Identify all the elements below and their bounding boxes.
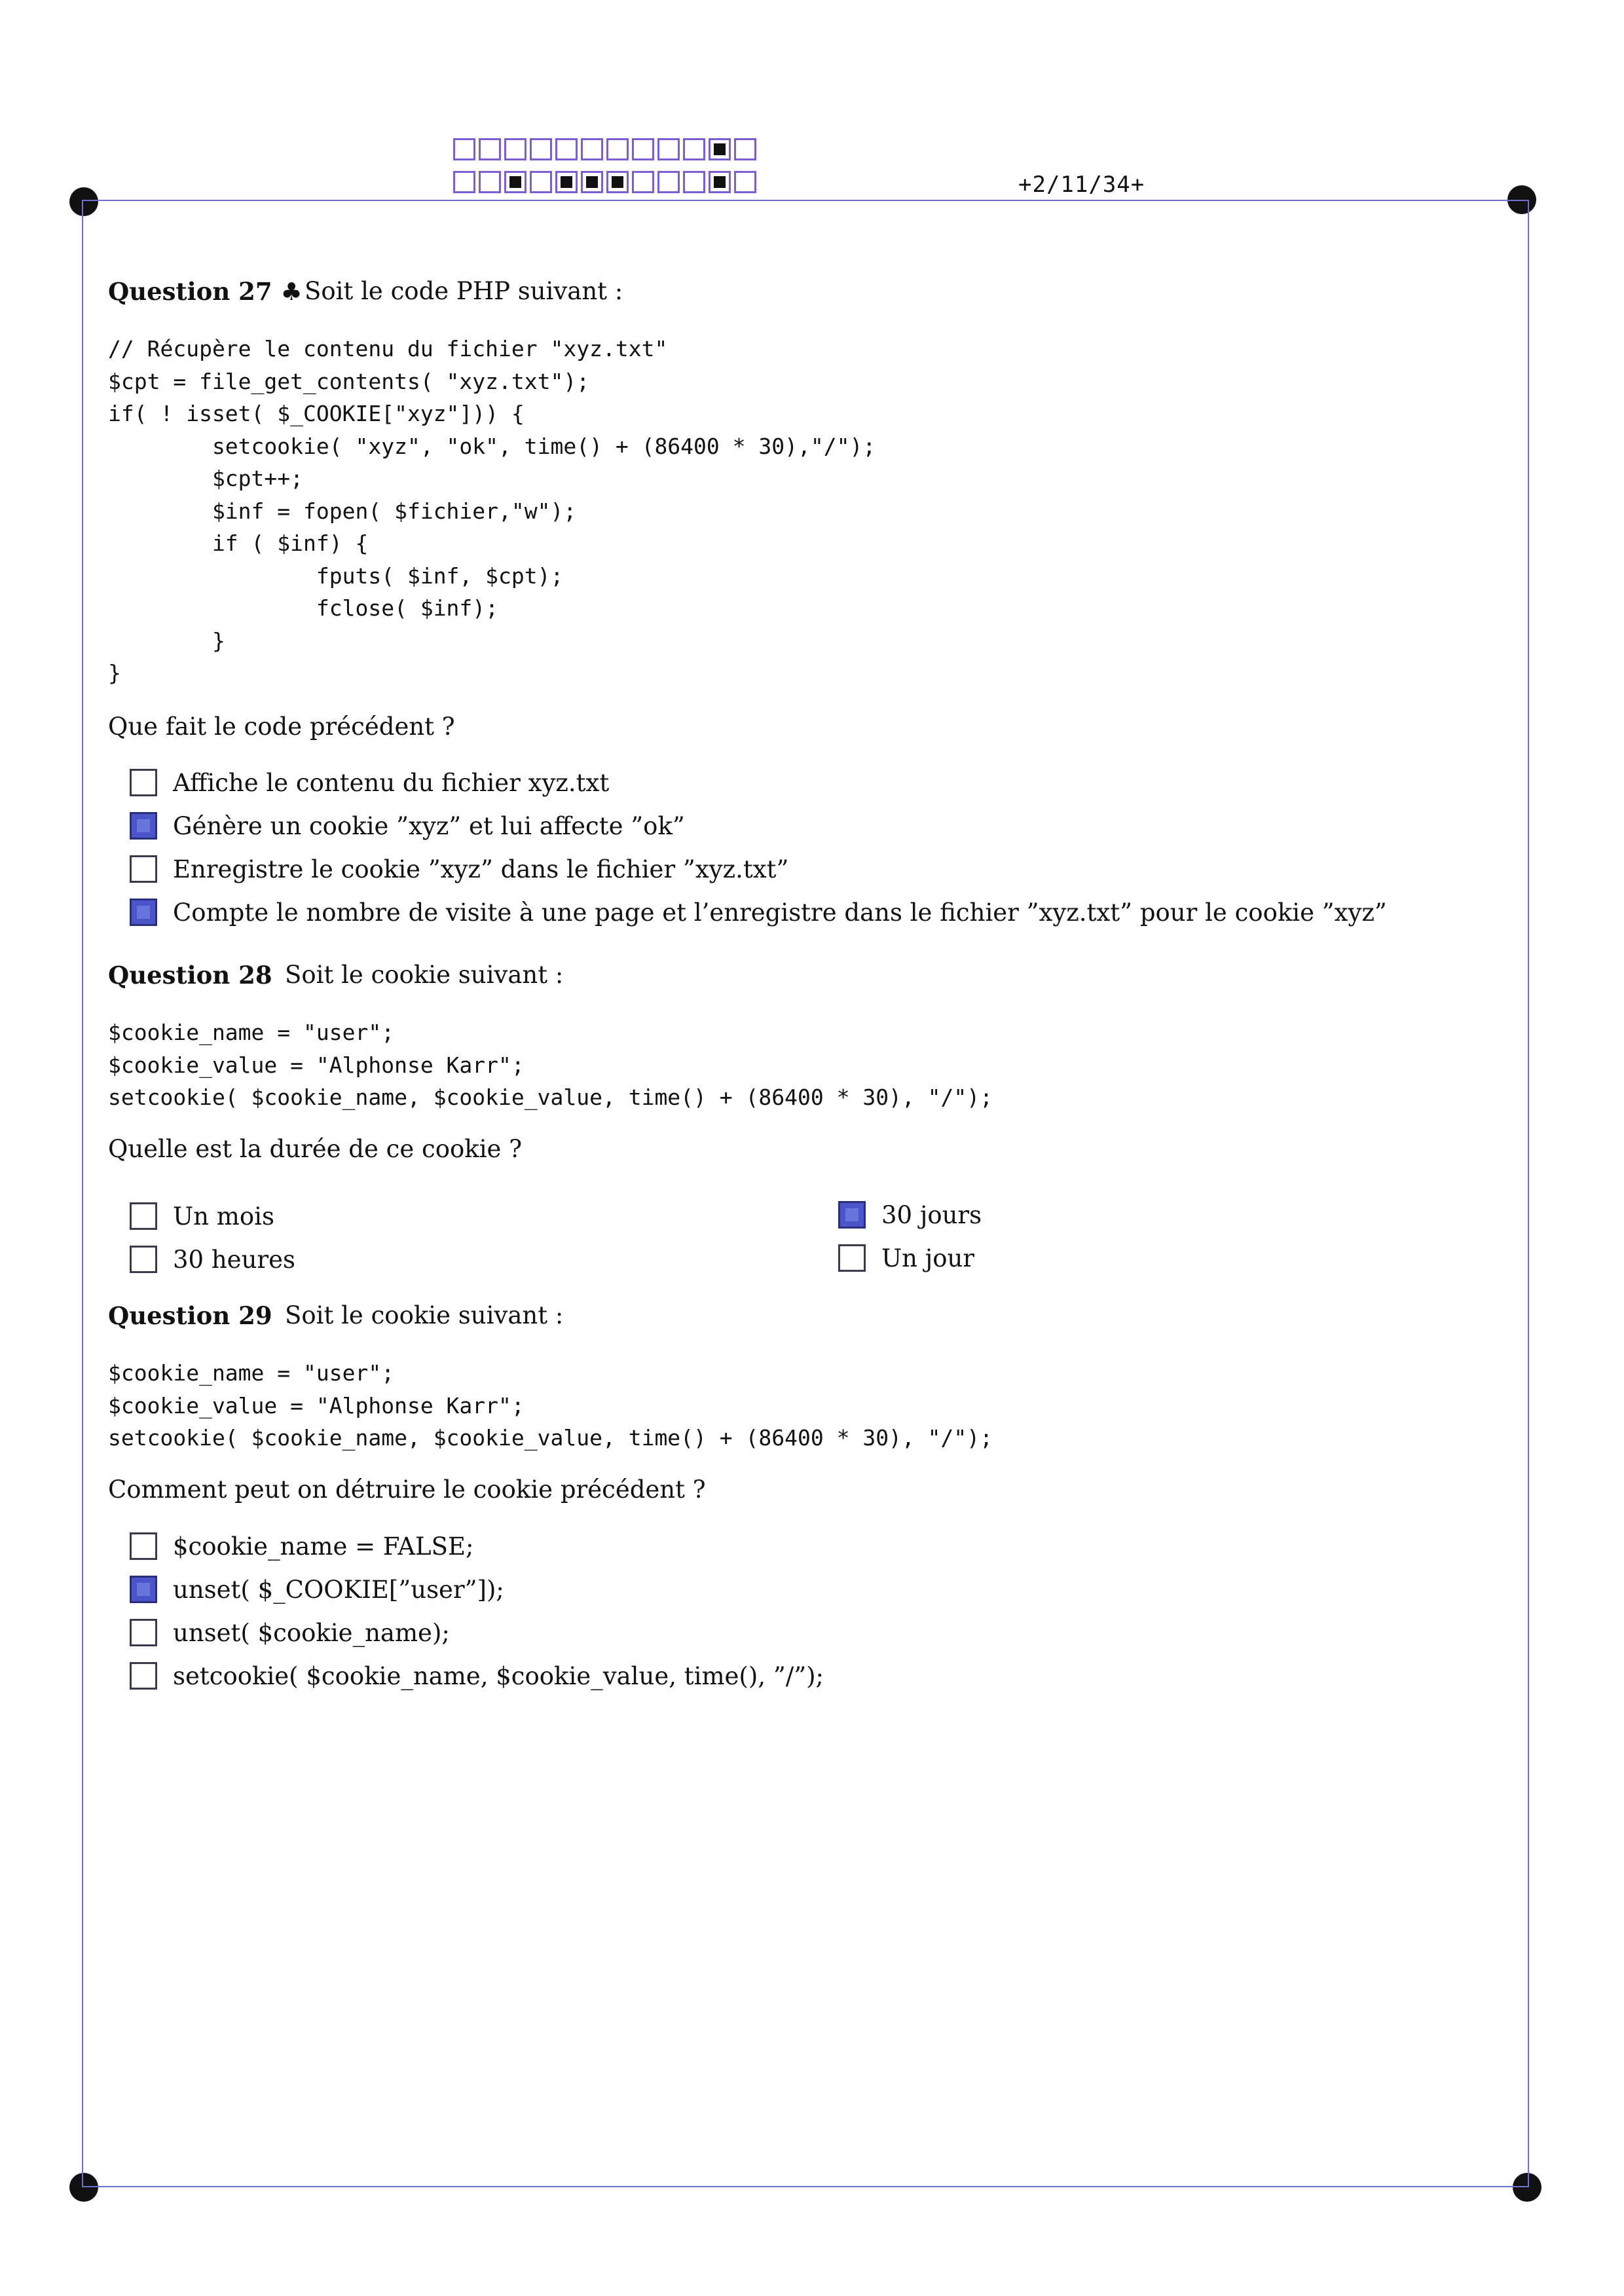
answer-text: unset( $_COOKIE[”user”]);: [173, 1575, 504, 1604]
code-block-29: $cookie_name = "user"; $cookie_value = "Alphonse Karr"; setcookie( $cookie_name, $cookie_value, time() + (86400 * 30), "/");: [108, 1360, 993, 1451]
answer-27-b[interactable]: [130, 809, 685, 842]
barcode-cell: [709, 138, 731, 160]
answer-text: Un jour: [881, 1244, 975, 1272]
question-29-prompt: Comment peut on détruire le cookie précédent ?: [108, 1475, 706, 1504]
answer-text: Un mois: [173, 1202, 274, 1231]
barcode-cell: [581, 138, 603, 160]
answer-text: 30 heures: [173, 1245, 295, 1274]
barcode-cell: [453, 171, 475, 193]
answer-27-c[interactable]: [130, 853, 788, 885]
barcode-cell: [709, 171, 731, 193]
checkbox[interactable]: [130, 1532, 157, 1560]
barcode-cell: [734, 171, 756, 193]
question-28-prompt: Quelle est la durée de ce cookie ?: [108, 1135, 523, 1163]
checkbox[interactable]: [130, 1619, 157, 1646]
checkbox[interactable]: [130, 1246, 157, 1273]
checkbox[interactable]: [130, 812, 157, 840]
answer-text: setcookie( $cookie_name, $cookie_value, time(), ”/”);: [173, 1661, 824, 1690]
question-28-heading: [108, 961, 564, 990]
page-id: +2/11/34+: [1018, 172, 1145, 198]
barcode-cell: [555, 138, 578, 160]
answer-text: 30 jours: [881, 1200, 982, 1229]
code-block-27: // Récupère le contenu du fichier "xyz.txt" $cpt = file_get_contents( "xyz.txt"); if( ! isset( $_COOKIE["xyz"])) { setcookie( "xyz", "ok", time() + (86400 * 30),"/"); $cpt++; $inf = fopen( $fichier,"w"); if ( $inf) { fputs( $inf, $cpt); fclose( $inf); } }: [108, 336, 876, 686]
answer-29-a[interactable]: [130, 1530, 473, 1563]
barcode-cell: [581, 171, 603, 193]
answer-29-d[interactable]: [130, 1659, 824, 1692]
checkbox[interactable]: [130, 1576, 157, 1603]
barcode-cell: [479, 171, 501, 193]
barcode-cell: [632, 138, 654, 160]
answer-28-d[interactable]: [838, 1242, 974, 1274]
barcode-cell: [504, 171, 526, 193]
question-label: Question 28: [108, 961, 272, 990]
barcode-cell: [479, 138, 501, 160]
answer-28-b[interactable]: [838, 1198, 982, 1231]
answer-text: $cookie_name = FALSE;: [173, 1532, 474, 1561]
question-text: Soit le code PHP suivant :: [304, 277, 623, 305]
checkbox[interactable]: [130, 1662, 157, 1690]
question-label: Question 29: [108, 1301, 272, 1330]
answer-28-a[interactable]: [130, 1200, 274, 1232]
barcode-cell: [606, 138, 629, 160]
barcode-cell: [734, 138, 756, 160]
barcode-cell: [657, 138, 680, 160]
barcode-cell: [530, 171, 552, 193]
answer-text: Génère un cookie ”xyz” et lui affecte ”ok”: [173, 811, 685, 840]
barcode-row-1: [453, 138, 760, 160]
checkbox[interactable]: [838, 1244, 866, 1272]
barcode-cell: [632, 171, 654, 193]
barcode-cell: [657, 171, 680, 193]
answer-text: Affiche le contenu du fichier xyz.txt: [173, 768, 610, 797]
checkbox[interactable]: [130, 769, 157, 796]
barcode-cell: [504, 138, 526, 160]
barcode-cell: [530, 138, 552, 160]
answer-text: Enregistre le cookie ”xyz” dans le fichier ”xyz.txt”: [173, 855, 789, 883]
question-27-heading: [108, 277, 623, 306]
barcode-row-2: [453, 171, 760, 193]
answer-29-c[interactable]: [130, 1616, 450, 1649]
checkbox[interactable]: [130, 1202, 157, 1230]
answer-text: unset( $cookie_name);: [173, 1618, 450, 1647]
barcode-cell: [453, 138, 475, 160]
answer-27-a[interactable]: [130, 766, 609, 799]
question-text: Soit le cookie suivant :: [285, 961, 564, 989]
answer-29-b[interactable]: [130, 1573, 504, 1606]
barcode-cell: [683, 171, 705, 193]
checkbox[interactable]: [838, 1201, 866, 1229]
answer-text: Compte le nombre de visite à une page et l’enregistre dans le fichier ”xyz.txt” pour le cookie ”xyz”: [173, 898, 1387, 927]
barcode-cell: [606, 171, 629, 193]
question-27-prompt: Que fait le code précédent ?: [108, 713, 455, 741]
code-block-28: $cookie_name = "user"; $cookie_value = "Alphonse Karr"; setcookie( $cookie_name, $cookie_value, time() + (86400 * 30), "/");: [108, 1020, 993, 1110]
barcode-cell: [683, 138, 705, 160]
checkbox[interactable]: [130, 898, 157, 926]
barcode-cell: [555, 171, 578, 193]
answer-27-d[interactable]: [130, 896, 1387, 929]
question-label: Question 27 ♣: [108, 277, 303, 306]
answer-28-c[interactable]: [130, 1243, 295, 1276]
question-text: Soit le cookie suivant :: [285, 1301, 564, 1329]
checkbox[interactable]: [130, 855, 157, 883]
question-29-heading: [108, 1301, 564, 1330]
